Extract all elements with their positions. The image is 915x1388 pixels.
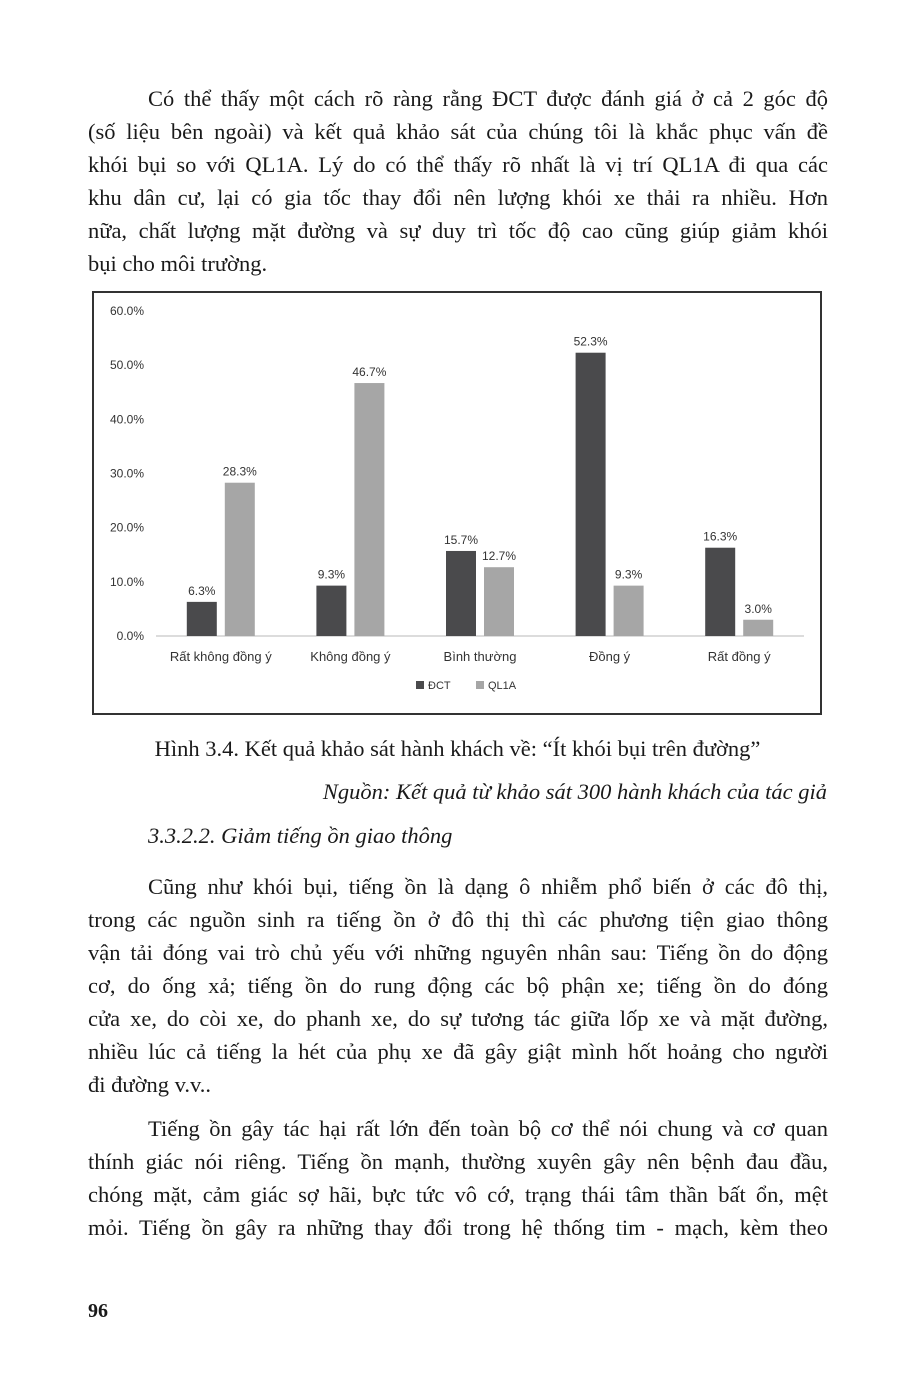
text-line: nữa, chất lượng mặt đường và sự duy trì tốc độ cao cũng giúp giảm khói <box>88 218 828 243</box>
bar-dct <box>446 551 476 636</box>
bar-dct <box>705 548 735 636</box>
y-tick-label: 60.0% <box>109 304 144 318</box>
text-line: chóng mặt, cảm giác sợ hãi, bực tức vô cớ, trạng thái tâm thần bất ổn, mệt <box>88 1182 828 1207</box>
text-line: cơ, do ống xả; tiếng ồn do rung động các bộ phận xe; tiếng ồn do đóng <box>88 973 828 998</box>
x-tick-label: Rất đồng ý <box>707 649 771 664</box>
y-tick-label: 10.0% <box>109 574 144 589</box>
data-label: 12.7% <box>481 549 517 564</box>
bar-ql1a <box>614 586 644 636</box>
text-line: vận tải đóng vai trò chủ yếu với những nguyên nhân sau: Tiếng ồn do động <box>88 940 828 965</box>
y-tick-label: 40.0% <box>109 412 144 427</box>
paragraph-2 <box>88 870 828 1101</box>
text-line: đi đường v.v.. <box>88 1072 212 1097</box>
section-subheading: 3.3.2.2. Giảm tiếng ồn giao thông <box>148 823 453 848</box>
bar-ql1a <box>743 620 773 636</box>
text-line: nhiều lúc cả tiếng la hét của phụ xe đã gây giật mình hốt hoảng cho người <box>88 1039 828 1064</box>
text-line: Có thể thấy một cách rõ ràng rằng ĐCT được đánh giá ở cả 2 góc độ <box>148 86 828 111</box>
bar-ql1a <box>354 383 384 636</box>
y-tick-label: 20.0% <box>109 520 144 535</box>
legend-label: QL1A <box>488 680 517 692</box>
y-tick-label: 50.0% <box>109 358 144 373</box>
bar-dct <box>187 602 217 636</box>
paragraph-3 <box>88 1112 828 1244</box>
figure-caption: Hình 3.4. Kết quả khảo sát hành khách về: “Ít khói bụi trên đường” <box>154 736 761 761</box>
y-tick-label: 30.0% <box>109 466 144 481</box>
y-tick-label: 0.0% <box>116 629 144 643</box>
bar-ql1a <box>484 567 514 636</box>
data-label: 28.3% <box>222 464 257 479</box>
text-line: khói bụi so với QL1A. Lý do có thể thấy rõ nhất là vị trí QL1A đi qua các <box>88 152 828 177</box>
x-tick-label: Rất không đồng ý <box>169 649 272 664</box>
text-line: bụi cho môi trường. <box>88 251 268 276</box>
bar-ql1a <box>225 483 255 636</box>
text-line: (số liệu bên ngoài) và kết quả khảo sát của chúng tôi là khắc phục vấn đề <box>88 119 828 144</box>
bar-dct <box>316 586 346 636</box>
x-tick-label: Không đồng ý <box>310 649 391 664</box>
text-line: khu dân cư, lại có gia tốc thay đổi nên lượng khói xe thải ra nhiều. Hơn <box>88 185 828 210</box>
bar-dct <box>576 353 606 636</box>
page-number: 96 <box>88 1300 108 1322</box>
legend-label: ĐCT <box>428 680 451 692</box>
data-label: 9.3% <box>614 567 643 582</box>
data-label: 52.3% <box>573 334 608 349</box>
text-line: mỏi. Tiếng ồn gây ra những thay đổi trong hệ thống tim - mạch, kèm theo <box>88 1215 828 1240</box>
data-label: 46.7% <box>352 365 387 380</box>
text-line: Tiếng ồn gây tác hại rất lớn đến toàn bộ cơ thể nói chung và cơ quan <box>148 1116 828 1141</box>
x-tick-label: Bình thường <box>443 649 517 664</box>
data-label: 3.0% <box>744 601 772 616</box>
legend-swatch <box>476 681 484 689</box>
figure-source: Nguồn: Kết quả từ khảo sát 300 hành khách của tác giả <box>322 779 827 804</box>
data-label: 16.3% <box>703 529 738 544</box>
text-line: cửa xe, do còi xe, do phanh xe, do sự tương tác giữa lốp xe và mặt đường, <box>88 1006 828 1031</box>
paragraph-1 <box>88 82 828 280</box>
bar-chart-frame <box>92 291 822 715</box>
data-label: 9.3% <box>317 567 346 582</box>
bar-chart <box>94 293 820 713</box>
text-line: trong các nguồn sinh ra tiếng ồn ở đô thị thì các phương tiện giao thông <box>88 907 828 932</box>
data-label: 15.7% <box>443 532 479 547</box>
text-line: Cũng như khói bụi, tiếng ồn là dạng ô nhiễm phổ biến ở các đô thị, <box>148 874 828 899</box>
data-label: 6.3% <box>188 583 216 598</box>
text-line: thính giác nói riêng. Tiếng ồn mạnh, thường xuyên gây nên bệnh đau đầu, <box>88 1149 828 1174</box>
legend-swatch <box>416 681 424 689</box>
x-tick-label: Đồng ý <box>588 649 631 664</box>
